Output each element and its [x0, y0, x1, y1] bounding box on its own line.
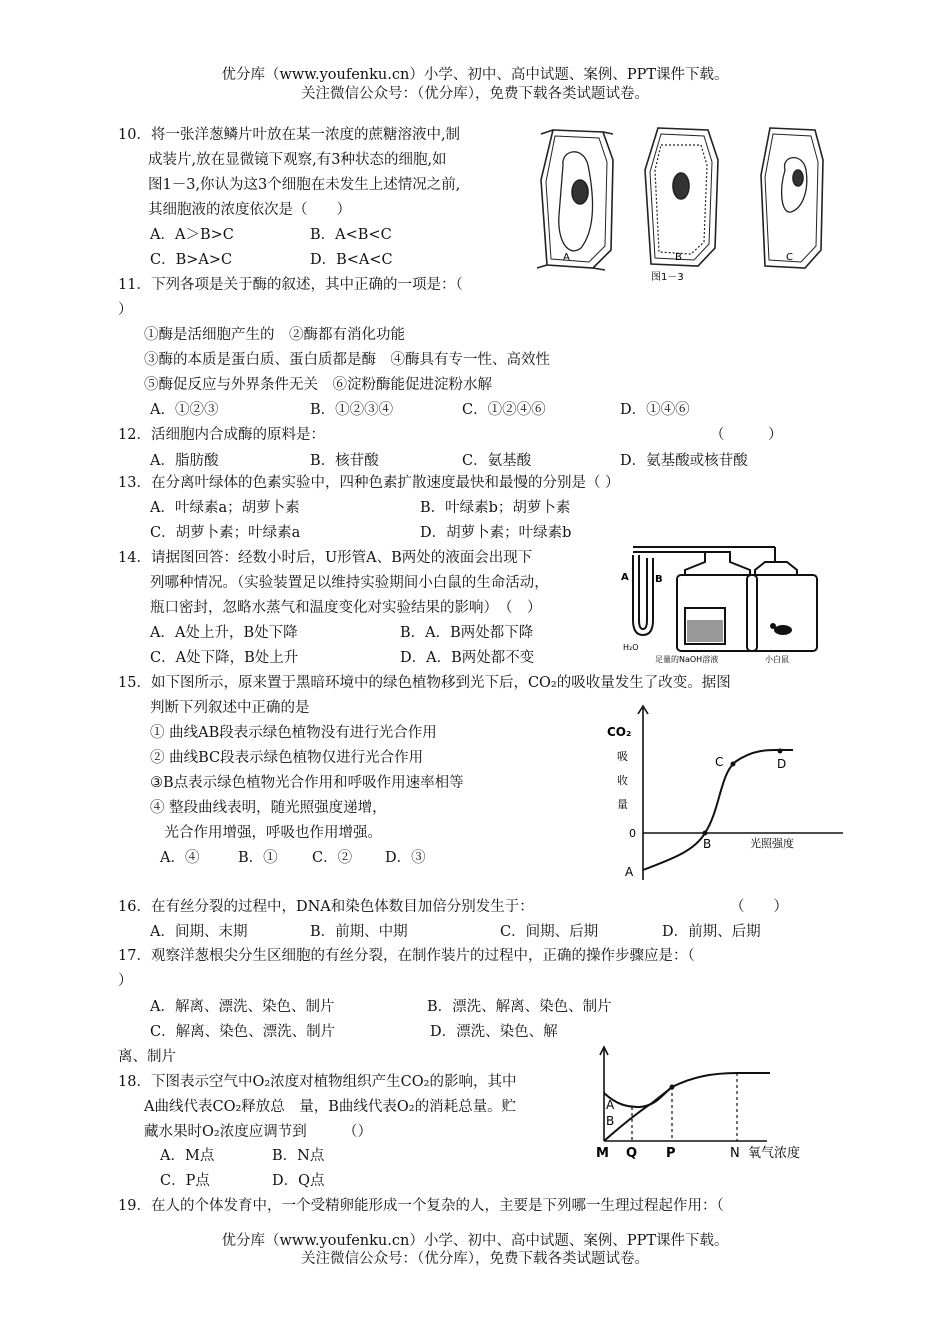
q15-statement-1: ① 曲线AB段表示绿色植物没有进行光合作用	[150, 725, 437, 741]
q15-statement-4: ④ 整段曲线表明，随光照强度递增，	[150, 800, 387, 816]
q14-option-a: A．A处上升，B处下降	[150, 625, 298, 641]
q15-line-2: 判断下列叙述中正确的是	[150, 700, 310, 716]
q18-curve-b-label: B	[606, 1114, 615, 1128]
q10-figure-label-a: A	[563, 252, 570, 263]
q13-option-a: A．叶绿素a；胡萝卜素	[150, 500, 300, 516]
q14-option-b: B．A．B两处都下降	[400, 625, 534, 641]
q10-option-d: D．B<A<C	[310, 252, 393, 268]
q13-option-b: B．叶绿素b；胡萝卜素	[420, 500, 571, 516]
q12-option-d: D．氨基酸或核苷酸	[620, 453, 748, 469]
q11-option-a: A．①②③	[150, 402, 219, 418]
q18-curve-a-label: A	[606, 1098, 615, 1112]
header-line-2: 关注微信公众号：（优分库），免费下载各类试题试卷。	[301, 86, 649, 102]
q14-line-3: 瓶口密封，忽略水蒸气和温度变化对实验结果的影响） （ ）	[150, 600, 542, 616]
q13-option-c: C．胡萝卜素；叶绿素a	[150, 525, 301, 541]
q15-point-b: B	[703, 837, 712, 851]
q11-option-b: B．①②③④	[310, 402, 394, 418]
q13-option-d: D．胡萝卜素；叶绿素b	[420, 525, 572, 541]
footer-line-1: 优分库（www.youfenku.cn）小学、初中、高中试题、案例、PPT课件下载。	[221, 1233, 729, 1249]
q15-statement-5: 光合作用增强，呼吸也作用增强。	[150, 825, 382, 841]
q17-stem: 17．观察洋葱根尖分生区细胞的有丝分裂，在制作装片的过程中，正确的操作步骤应是：（	[118, 948, 695, 964]
q11-option-c: C．①②④⑥	[462, 402, 546, 418]
q15-option-a: A．④	[160, 850, 200, 866]
q17-option-d-cont: 离、制片	[118, 1049, 176, 1065]
q18-oxygen-chart	[592, 1045, 827, 1167]
q18-x-label: 氧气浓度	[748, 1146, 801, 1161]
q14-label-naoh: 足量的NaOH溶液	[655, 655, 719, 664]
q16-option-b: B．前期、中期	[310, 924, 408, 940]
q17-option-b: B．漂洗、解离、染色、制片	[427, 999, 612, 1015]
q11-statement-3: ⑤酶促反应与外界条件无关 ⑥淀粉酶能促进淀粉水解	[144, 377, 492, 393]
q15-point-c: C	[715, 755, 724, 769]
q10-cell-figure	[533, 120, 843, 285]
q12-stem: 12．活细胞内合成酶的原料是：	[118, 427, 325, 443]
q15-option-b: B．①	[238, 850, 278, 866]
q17-option-c: C．解离、染色、漂洗、制片	[150, 1024, 336, 1040]
q10-figure-label-c: C	[786, 252, 793, 263]
q18-option-b: B．N点	[272, 1148, 325, 1164]
q15-zero-label: 0	[629, 827, 636, 840]
q14-option-d: D．A．B两处都不变	[400, 650, 535, 666]
q10-line-1: 10．将一张洋葱鳞片叶放在某一浓度的蔗糖溶液中,制	[118, 127, 461, 143]
q15-option-d: D．③	[385, 850, 426, 866]
q15-y-label-3: 量	[617, 798, 628, 811]
q13-stem: 13．在分离叶绿体的色素实验中，四种色素扩散速度最快和最慢的分别是（ ）	[118, 475, 620, 491]
q10-option-c: C．B>A>C	[150, 252, 233, 268]
q14-label-mouse: 小白鼠	[765, 655, 789, 664]
q15-y-label-2: 收	[617, 774, 628, 787]
q16-option-d: D．前期、后期	[662, 924, 761, 940]
q16-stem: 16．在有丝分裂的过程中，DNA和染色体数目加倍分别发生于：	[118, 899, 534, 915]
q10-line-2: 成装片,放在显微镜下观察,有3种状态的细胞,如	[148, 152, 447, 168]
q18-option-d: D．Q点	[272, 1173, 325, 1189]
q10-option-a: A．A＞B>C	[150, 227, 234, 243]
q12-option-c: C．氨基酸	[462, 453, 532, 469]
q18-line-2: A曲线代表CO₂释放总 量，B曲线代表O₂的消耗总量。贮	[144, 1099, 517, 1115]
q15-statement-3: ③B点表示绿色植物光合作用和呼吸作用速率相等	[150, 775, 464, 791]
q18-option-a: A．M点	[160, 1148, 215, 1164]
q14-label-b: B	[655, 574, 663, 585]
q18-tick-m: M	[596, 1146, 609, 1161]
q18-tick-n: N	[730, 1146, 740, 1161]
q11-stem: 11．下列各项是关于酶的叙述，其中正确的一项是：（	[118, 277, 463, 293]
q14-label-water: H₂O	[623, 643, 639, 652]
q18-tick-p: P	[666, 1146, 676, 1161]
q18-line-1: 18．下图表示空气中O₂浓度对植物组织产生CO₂的影响，其中	[118, 1074, 517, 1090]
q17-option-a: A．解离、漂洗、染色、制片	[150, 999, 335, 1015]
q14-line-1: 14．请据图回答：经数小时后，U形管A、B两处的液面会出现下	[118, 550, 533, 566]
q10-line-4: 其细胞液的浓度依次是（ ）	[148, 202, 351, 218]
q19-stem: 19．在人的个体发育中，一个受精卵能形成一个复杂的人，主要是下列哪一生理过程起作用：（	[118, 1198, 724, 1214]
q18-line-3: 藏水果时O₂浓度应调节到 （）	[144, 1124, 372, 1140]
q10-figure-label-b: B	[675, 252, 682, 263]
q16-option-c: C．间期、后期	[500, 924, 599, 940]
q17-stem-end: ）	[118, 973, 133, 989]
q14-apparatus-figure	[615, 540, 835, 665]
q15-y-label-1: 吸	[617, 750, 628, 763]
q17-option-d: D．漂洗、染色、解	[430, 1024, 558, 1040]
q14-line-2: 列哪种情况。（实验装置足以维持实验期间小白鼠的生命活动，	[150, 575, 549, 591]
q14-option-c: C．A处下降，B处上升	[150, 650, 299, 666]
q12-option-b: B．核苷酸	[310, 453, 379, 469]
q15-point-d: D	[777, 757, 787, 771]
q15-point-a: A	[625, 865, 634, 879]
q12-paren: （ ）	[710, 427, 783, 443]
q16-option-a: A．间期、末期	[150, 924, 248, 940]
q12-option-a: A．脂肪酸	[150, 453, 219, 469]
q11-option-d: D．①④⑥	[620, 402, 690, 418]
q15-y-label-top: CO₂	[607, 725, 632, 739]
q18-option-c: C．P点	[160, 1173, 210, 1189]
footer-line-2: 关注微信公众号：（优分库），免费下载各类试题试卷。	[301, 1251, 649, 1267]
q15-line-1: 15．如下图所示，原来置于黑暗环境中的绿色植物移到光下后，CO₂的吸收量发生了改变。据图	[118, 675, 731, 691]
q15-statement-2: ② 曲线BC段表示绿色植物仅进行光合作用	[150, 750, 424, 766]
q15-x-label: 光照强度	[750, 837, 794, 850]
header-line-1: 优分库（www.youfenku.cn）小学、初中、高中试题、案例、PPT课件下载。	[221, 67, 729, 83]
q11-stem-end: ）	[118, 302, 133, 318]
q18-tick-q: Q	[626, 1146, 638, 1161]
q14-label-a: A	[621, 572, 629, 583]
q15-option-c: C．②	[312, 850, 353, 866]
q10-option-b: B．A<B<C	[310, 227, 392, 243]
q16-paren: （ ）	[730, 899, 788, 915]
q10-line-3: 图1－3,你认为这3个细胞在未发生上述情况之前,	[148, 177, 461, 193]
q11-statement-2: ③酶的本质是蛋白质、蛋白质都是酶 ④酶具有专一性、高效性	[144, 352, 550, 368]
q10-figure-caption: 图1－3	[651, 272, 684, 283]
q15-co2-chart	[605, 700, 850, 885]
q11-statement-1: ①酶是活细胞产生的 ②酶都有消化功能	[144, 327, 405, 343]
